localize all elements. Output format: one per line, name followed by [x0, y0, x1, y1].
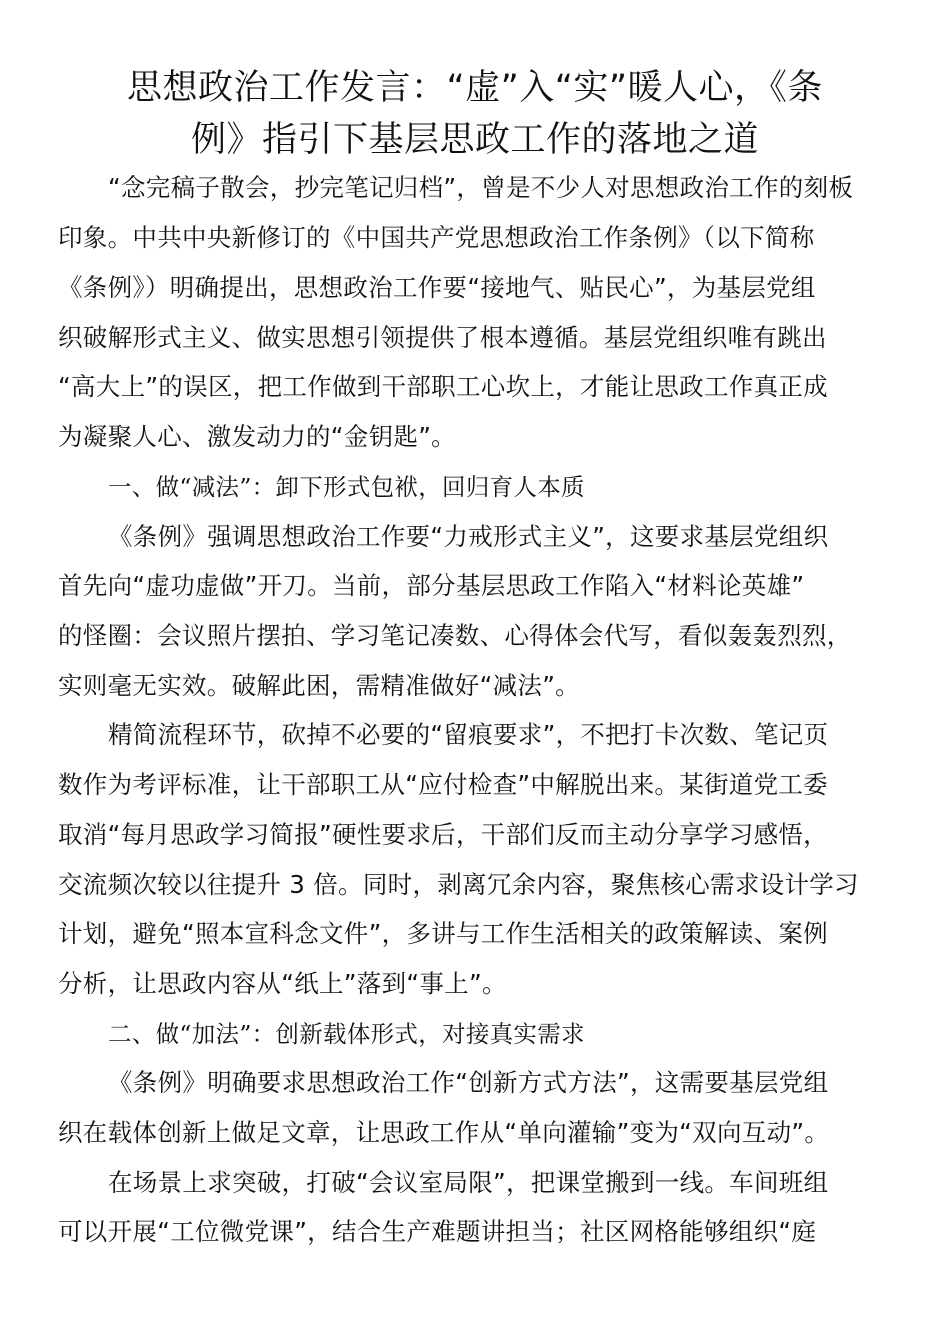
paragraph-line: 实则毫无实效。破解此困，需精准做好“减法”。 [58, 671, 580, 700]
paragraph-line: 计划，避免“照本宣科念文件”，多讲与工作生活相关的政策解读、案例 [58, 919, 828, 948]
paragraph-line: 在场景上求突破，打破“会议室局限”，把课堂搬到一线。车间班组 [108, 1168, 829, 1197]
section-heading-2: 二、做“加法”：创新载体形式，对接真实需求 [108, 1020, 585, 1048]
paragraph-line: 织破解形式主义、做实思想引领提供了根本遵循。基层党组织唯有跳出 [58, 323, 827, 352]
paragraph-line: 印象。中共中央新修订的《中国共产党思想政治工作条例》（以下简称 [58, 223, 815, 252]
paragraph-line: 数作为考评标准，让干部职工从“应付检查”中解脱出来。某街道党工委 [58, 770, 828, 799]
paragraph-line: 首先向“虚功虚做”开刀。当前，部分基层思政工作陷入“材料论英雄” [58, 571, 805, 600]
paragraph-line: “高大上”的误区，把工作做到干部职工心坎上，才能让思政工作真正成 [58, 372, 828, 401]
paragraph-line: 《条例》）明确提出，思想政治工作要“接地气、贴民心”，为基层党组 [58, 273, 816, 302]
title-line-2: 例》指引下基层思政工作的落地之道 [190, 120, 759, 160]
section-heading-1: 一、做“减法”：卸下形式包袱，回归育人本质 [108, 473, 585, 501]
paragraph-line: 的怪圈：会议照片摆拍、学习笔记凑数、心得体会代写，看似轰轰烈烈， [58, 621, 852, 650]
title-line-1: 思想政治工作发言：“虚”入“实”暖人心，《条 [126, 68, 824, 108]
paragraph-line: 精简流程环节，砍掉不必要的“留痕要求”，不把打卡次数、笔记页 [108, 720, 829, 749]
paragraph-line: 可以开展“工位微党课”，结合生产难题讲担当；社区网格能够组织“庭 [58, 1217, 817, 1246]
paragraph-line: 织在载体创新上做足文章，让思政工作从“单向灌输”变为“双向互动”。 [58, 1118, 830, 1147]
paragraph-line: “念完稿子散会，抄完笔记归档”，曾是不少人对思想政治工作的刻板 [108, 173, 854, 202]
paragraph-line: 《条例》强调思想政治工作要“力戒形式主义”，这要求基层党组织 [108, 522, 829, 551]
document-title [60, 62, 890, 166]
paragraph-line: 分析，让思政内容从“纸上”落到“事上”。 [58, 969, 507, 998]
paragraph-line: 取消“每月思政学习简报”硬性要求后，干部们反而主动分享学习感悟， [58, 820, 828, 849]
paragraph-line: 《条例》明确要求思想政治工作“创新方式方法”，这需要基层党组 [108, 1068, 829, 1097]
paragraph-line: 交流频次较以往提升 3 倍。同时，剥离冗余内容，聚焦核心需求设计学习 [58, 870, 859, 899]
paragraph-line: 为凝聚人心、激发动力的“金钥匙”。 [58, 422, 456, 451]
